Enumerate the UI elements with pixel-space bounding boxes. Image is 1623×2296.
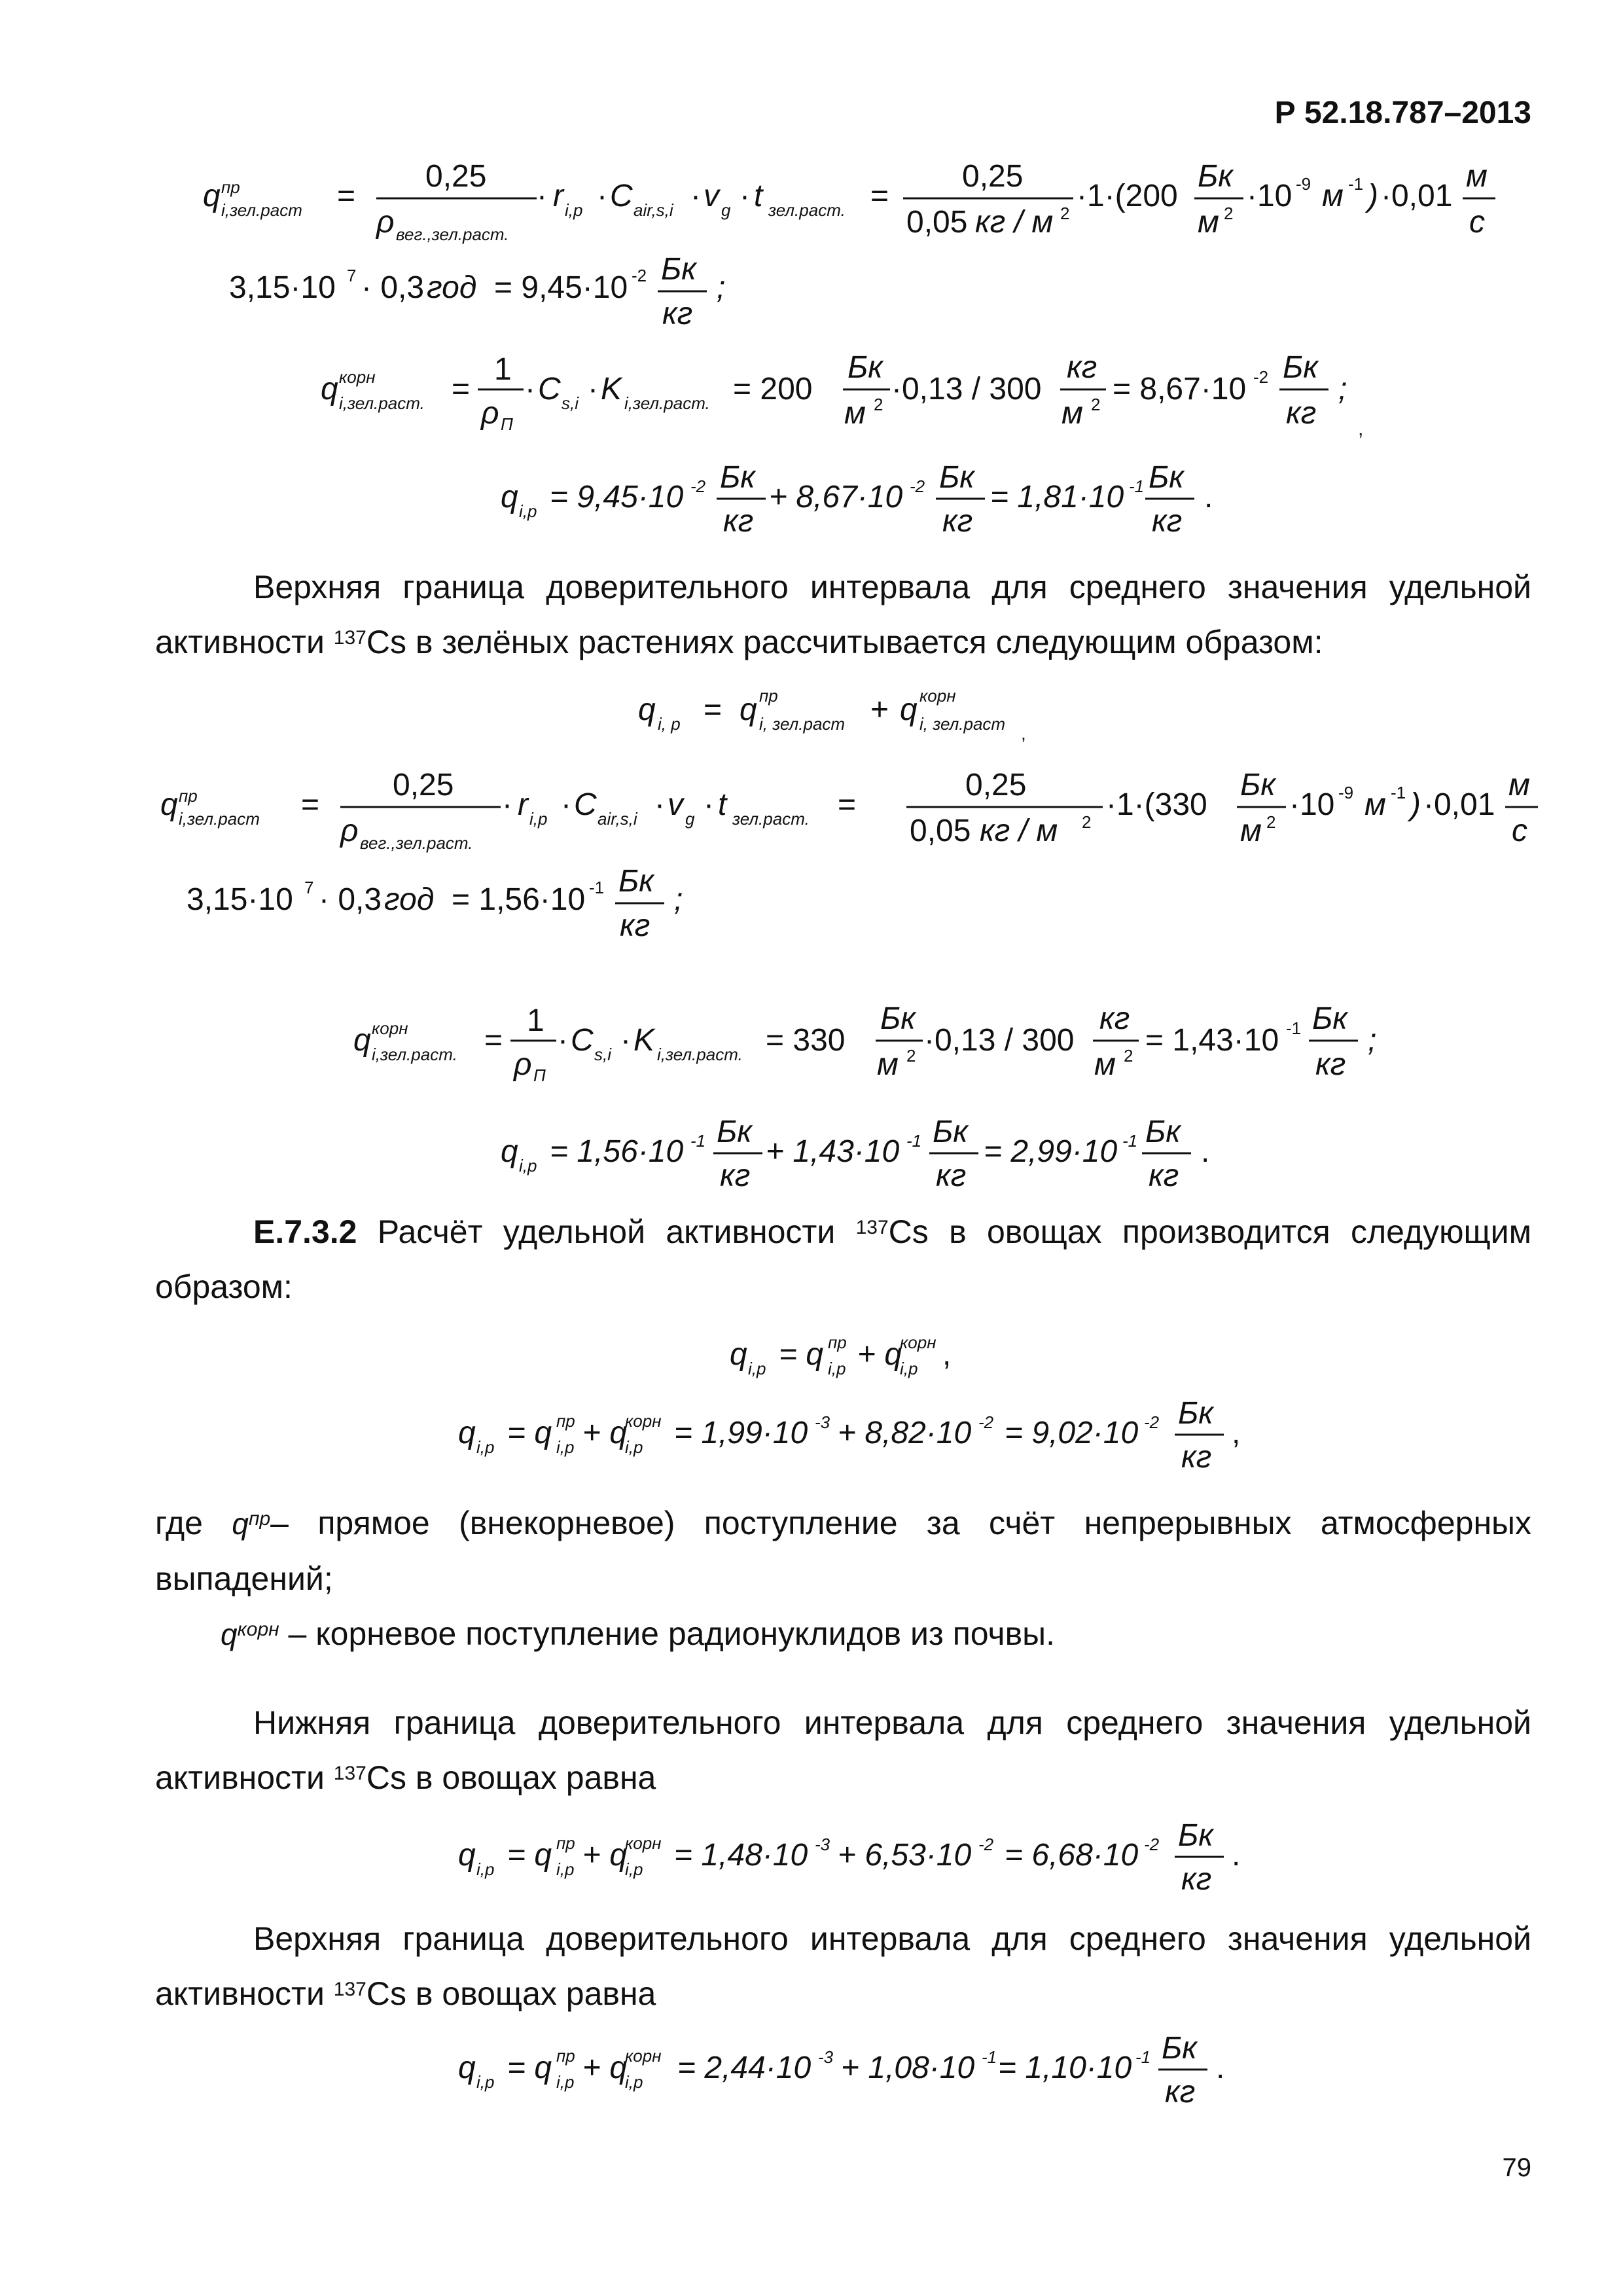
paragraph-text: образом: [155,1268,293,1305]
svg-text:i,p: i,p [828,1359,846,1378]
svg-text:+ 1,08·10: + 1,08·10 [841,2051,975,2085]
svg-text:7: 7 [304,878,314,897]
svg-text:i,зел.раст.: i,зел.раст. [372,1045,457,1064]
svg-text:= 2,99·10: = 2,99·10 [984,1134,1118,1169]
svg-text:i,p: i,p [625,1859,643,1879]
svg-text:q: q [501,480,518,514]
svg-text:+ 1,43·10: + 1,43·10 [766,1134,900,1169]
svg-text:= 1,43·10: = 1,43·10 [1145,1023,1279,1058]
svg-text:= q: = q [507,2051,552,2085]
svg-text:м: м [1198,205,1219,240]
svg-text:g: g [685,809,695,829]
svg-text:i, зел.раст: i, зел.раст [759,714,846,734]
svg-text:i,p: i,p [476,1859,495,1879]
svg-text:вег.,зел.раст.: вег.,зел.раст. [360,833,473,853]
svg-text:ρ: ρ [514,1047,532,1082]
svg-text:-1: -1 [1135,2047,1151,2067]
equation-root-intake-green [314,350,1427,442]
svg-text:i,p: i,p [529,809,548,829]
svg-text:q: q [638,692,656,727]
equation-direct-intake-green-result [223,252,812,344]
svg-text:кг: кг [723,504,754,539]
svg-text:-2: -2 [690,476,706,496]
svg-text:·: · [740,179,750,213]
svg-text:·: · [588,372,598,406]
svg-text:i,p: i,p [565,200,583,220]
equation-vegetables-mean [452,1394,1302,1486]
svg-text:v: v [668,787,683,822]
svg-text:м: м [1466,159,1488,194]
svg-text:i,зел.раст.: i,зел.раст. [339,393,425,413]
svg-text:= 6,68·10: = 6,68·10 [1005,1838,1139,1873]
svg-text:+ q: + q [857,1337,902,1372]
svg-text:=: = [452,372,471,406]
svg-text:-1: -1 [982,2047,997,2067]
svg-text:пр: пр [556,1411,575,1431]
svg-text:-3: -3 [815,1835,830,1854]
svg-text:ρ: ρ [481,396,499,431]
svg-text:C: C [538,372,561,406]
svg-text:3,15·10: 3,15·10 [187,882,293,917]
paragraph-text: выпадений; [155,1560,333,1597]
svg-text:·0,13 / 300: ·0,13 / 300 [924,1023,1075,1058]
svg-text:-2: -2 [1253,367,1269,387]
svg-text:=: = [704,692,722,727]
svg-text:q: q [353,1023,371,1058]
svg-text:1: 1 [527,1003,544,1038]
svg-text:-2: -2 [1144,1412,1160,1432]
svg-text:кг: кг [1181,1440,1212,1475]
svg-text:корн: корн [625,1833,662,1853]
page-number: 79 [1502,2153,1531,2182]
svg-text:корн: корн [625,2046,662,2066]
svg-text:кг: кг [720,1158,751,1193]
paragraph-text: – прямое (внекорневое) поступление за счёт непрерывных атмосферных [270,1505,1531,1541]
svg-text:пр: пр [179,786,198,806]
svg-text:i,p: i,p [900,1359,918,1378]
svg-text:·0,13 / 300: ·0,13 / 300 [891,372,1042,406]
svg-text:·: · [561,787,571,822]
paragraph-lower-bound-vegetables [155,1695,1531,1805]
equation-vegetables-lower [452,1816,1302,1908]
svg-text:-2: -2 [978,1835,994,1854]
svg-text:-1: -1 [589,878,605,897]
svg-text:= 1,99·10: = 1,99·10 [674,1416,808,1450]
svg-text:i,p: i,p [625,1437,643,1457]
svg-text:пр: пр [556,2046,575,2066]
svg-text:= 1,81·10: = 1,81·10 [990,480,1124,514]
svg-text:кг: кг [1067,350,1097,385]
svg-text:кг: кг [942,504,973,539]
svg-text:;: ; [1368,1023,1377,1058]
svg-text:Бк: Бк [933,1115,968,1149]
svg-text:м: м [1240,814,1262,848]
svg-text:i,p: i,p [625,2072,643,2092]
svg-text:-2: -2 [910,476,925,496]
svg-text:ρ: ρ [376,205,395,240]
svg-text:зел.раст.: зел.раст. [732,809,810,829]
svg-text:= 8,67·10: = 8,67·10 [1113,372,1247,406]
svg-text:0,25: 0,25 [965,768,1027,802]
svg-text:2: 2 [1124,1046,1133,1066]
svg-text:v: v [704,179,719,213]
svg-text:·1·(200: ·1·(200 [1077,179,1178,213]
svg-text:·: · [537,179,547,213]
svg-text:м: м [877,1047,899,1082]
svg-text:кг: кг [620,908,651,943]
svg-text:+ 8,67·10: + 8,67·10 [769,480,903,514]
svg-text:·1·(330: ·1·(330 [1106,787,1207,822]
svg-text:пр: пр [759,686,778,706]
document-number: Р 52.18.787–2013 [1274,96,1531,130]
svg-text:Бк: Бк [1198,159,1233,194]
svg-text:= 2,44·10: = 2,44·10 [677,2051,812,2085]
svg-text:пр: пр [828,1333,847,1352]
section-e732 [155,1204,1531,1314]
svg-text:кг: кг [1152,504,1183,539]
svg-text:q: q [458,1416,476,1450]
svg-text:кг / м: кг / м [980,814,1058,848]
svg-text:-2: -2 [632,266,647,285]
svg-text:.: . [1216,2051,1225,2085]
svg-text:,: , [1358,418,1364,440]
svg-text:0,25: 0,25 [962,159,1024,194]
svg-text:= 1,56·10: = 1,56·10 [452,882,586,917]
svg-text:-1: -1 [1129,476,1145,496]
svg-text:;: ; [717,270,726,305]
svg-text:·: · [620,1023,631,1058]
svg-text:-3: -3 [818,2047,834,2067]
svg-text:Бк: Бк [1149,460,1184,495]
svg-text:год: год [384,882,435,917]
svg-text:=: = [484,1023,503,1058]
svg-text:кг / м: кг / м [975,205,1054,240]
svg-text:Бк: Бк [661,252,696,287]
svg-text:K: K [633,1023,655,1058]
svg-text:корн: корн [625,1411,662,1431]
svg-text:корн: корн [919,686,956,706]
equation-vegetables-upper [452,2029,1302,2121]
svg-text:Бк: Бк [1145,1115,1181,1149]
svg-text:м: м [1508,768,1530,802]
svg-text:air,s,i: air,s,i [633,200,673,220]
svg-text:air,s,i: air,s,i [597,809,637,829]
svg-text:3,15·10: 3,15·10 [229,270,336,305]
svg-text:кг: кг [662,296,693,331]
svg-text:i,зел.раст.: i,зел.раст. [657,1045,743,1064]
svg-text:2: 2 [1060,204,1070,223]
svg-text:= 9,45·10: = 9,45·10 [494,270,628,305]
svg-text:C: C [571,1023,594,1058]
svg-text:кг: кг [1181,1862,1212,1897]
paragraph-text: Нижняя граница доверительного интервала для среднего значения удельной [253,1704,1531,1741]
svg-text:q: q [740,692,757,727]
svg-text:=: = [838,787,857,822]
svg-text:.: . [1232,1838,1241,1873]
svg-text:= 1,56·10: = 1,56·10 [550,1134,684,1169]
svg-text:=: = [301,787,320,822]
svg-text:·10: ·10 [1289,787,1335,822]
svg-text:q: q [730,1337,747,1372]
svg-text:s,i: s,i [594,1045,611,1064]
svg-text:q: q [458,2051,476,2085]
svg-text:+ 8,82·10: + 8,82·10 [838,1416,972,1450]
svg-text:Бк: Бк [880,1001,916,1036]
svg-text:i,зел.раст.: i,зел.раст. [624,393,710,413]
svg-text:.: . [1204,480,1213,514]
svg-text:·: · [558,1023,568,1058]
svg-text:=: = [337,179,356,213]
svg-text:= 1,48·10: = 1,48·10 [674,1838,808,1873]
svg-text:.: . [1201,1134,1210,1169]
svg-text:r: r [518,787,528,822]
svg-text:ρ: ρ [340,814,359,848]
svg-text:i,p: i,p [556,2072,575,2092]
svg-text:=: = [870,179,889,213]
section-number: Е.7.3.2 [253,1213,357,1250]
svg-text:;: ; [1338,372,1347,406]
svg-text:м: м [1094,1047,1116,1082]
svg-text:i,p: i,p [556,1437,575,1457]
svg-text:s,i: s,i [562,393,579,413]
svg-text:Бк: Бк [1162,2031,1197,2066]
paragraph-text: Cs в зелёных растениях рассчитывается следующим образом: [366,624,1323,660]
svg-text:зел.раст.: зел.раст. [768,200,846,220]
svg-text:корн: корн [372,1018,408,1038]
svg-text:+ 6,53·10: + 6,53·10 [838,1838,972,1873]
svg-text:Бк: Бк [1178,1818,1213,1853]
paragraph-text: активности [155,1975,325,2012]
paragraph-text: Cs в овощах производится следующим [888,1213,1531,1250]
paragraph-text: Верхняя граница доверительного интервала для среднего значения удельной [253,569,1531,605]
svg-text:q: q [321,372,338,406]
svg-text:-3: -3 [815,1412,830,1432]
svg-text:2: 2 [1224,204,1234,223]
svg-text:·: · [597,179,607,213]
svg-text:,: , [1021,723,1026,744]
paragraph-text: – корневое поступление радионуклидов из почвы. [288,1615,1055,1652]
svg-text:;: ; [674,882,683,917]
svg-text:·: · [704,787,714,822]
svg-text:П: П [501,414,513,434]
svg-text:кг: кг [1286,396,1317,431]
svg-text:вег.,зел.раст.: вег.,зел.раст. [396,224,509,244]
svg-text:·0,01: ·0,01 [1423,787,1495,822]
svg-text:): ) [1410,787,1421,822]
svg-text:i,зел.раст: i,зел.раст [179,809,260,829]
svg-text:пр: пр [221,177,240,197]
svg-text:-1: -1 [1348,174,1364,194]
svg-text:i,p: i,p [476,1437,495,1457]
svg-text:м: м [1364,787,1386,822]
svg-text:с: с [1512,814,1527,848]
svg-text:q: q [160,787,178,822]
svg-text:Бк: Бк [1240,768,1275,802]
paragraph-text: Cs в овощах равна [366,1975,656,2012]
svg-text:q: q [900,692,918,727]
paragraph-text: где [155,1505,203,1541]
svg-text:i,p: i,p [519,1156,537,1175]
svg-text:q: q [203,179,221,213]
svg-text:·: · [525,372,535,406]
paragraph-text: Расчёт удельной активности [377,1213,836,1250]
svg-text:корн: корн [900,1333,936,1352]
svg-text:Бк: Бк [1312,1001,1347,1036]
svg-text:· 0,3: · 0,3 [361,270,425,305]
svg-text:C: C [574,787,597,822]
svg-text:= 9,02·10: = 9,02·10 [1005,1416,1139,1450]
svg-text:кг: кг [1099,1001,1130,1036]
paragraph-text: активности [155,1759,325,1796]
svg-text:K: K [601,372,622,406]
svg-text:2: 2 [874,395,883,414]
svg-text:П: П [533,1066,546,1085]
svg-text:с: с [1469,205,1485,240]
svg-text:+ q: + q [582,1838,628,1873]
svg-text:i,p: i,p [519,501,537,521]
equation-sum-green [632,674,1090,753]
svg-text:): ) [1368,179,1378,213]
svg-text:-1: -1 [690,1131,706,1151]
equation-direct-intake-green-upper-result [180,864,769,956]
svg-text:-1: -1 [906,1131,922,1151]
svg-text:q: q [501,1134,518,1169]
svg-text:2: 2 [1082,812,1092,832]
svg-text:7: 7 [347,266,357,285]
svg-text:Бк: Бк [717,1115,752,1149]
svg-text:0,05: 0,05 [906,205,968,240]
svg-text:i,p: i,p [748,1359,766,1378]
where-definitions: где $q^{пр}-$ прямое (внекорневое) поступление за счёт непрерывных атмосферных выпадений; $q^{корн}$ – корневое поступление радионуклидов из почвы. [155,1505,1531,1652]
svg-text:= 200: = 200 [733,372,813,406]
isotope-mass-number: 137 [333,627,366,649]
svg-text:Бк: Бк [720,460,755,495]
equation-sum-vegetables [723,1319,1050,1391]
svg-text:-1: -1 [1122,1131,1138,1151]
equation-root-intake-green-upper [347,1001,1427,1093]
svg-text:м: м [844,396,866,431]
svg-text:i,p: i,p [476,2072,495,2092]
svg-text:-1: -1 [1391,783,1406,802]
equation-total-green-lower [494,458,1279,550]
svg-text:Бк: Бк [1283,350,1318,385]
isotope-mass-number: 137 [855,1217,889,1238]
paragraph-upper-bound-vegetables [155,1911,1531,2021]
svg-text:кг: кг [1315,1047,1346,1082]
svg-text:= 330: = 330 [766,1023,846,1058]
svg-text:2: 2 [1091,395,1101,414]
svg-text:g: g [721,200,731,220]
svg-text:C: C [610,179,633,213]
svg-text:Бк: Бк [1178,1396,1213,1431]
svg-text:корн: корн [339,367,376,387]
svg-text:-2: -2 [978,1412,994,1432]
paragraph-upper-bound-green [155,560,1531,670]
svg-text:м: м [1061,396,1083,431]
svg-text:i, p: i, p [658,714,681,734]
svg-text:-9: -9 [1296,174,1311,194]
svg-text:0,25: 0,25 [393,768,454,802]
svg-text:м: м [1322,179,1344,213]
svg-text:кг: кг [1149,1158,1179,1193]
svg-text:·: · [502,787,512,822]
svg-text:-2: -2 [1144,1835,1160,1854]
svg-text:+ q: + q [582,2051,628,2085]
svg-text:= q: = q [779,1337,824,1372]
svg-text:-1: -1 [1286,1018,1302,1038]
svg-text:r: r [553,179,563,213]
svg-text:= q: = q [507,1416,552,1450]
paragraph-text: Верхняя граница доверительного интервала для среднего значения удельной [253,1920,1531,1957]
svg-text:·0,01: ·0,01 [1381,179,1453,213]
svg-text:t: t [754,179,763,213]
isotope-mass-number: 137 [333,1763,366,1784]
svg-text:i, зел.раст: i, зел.раст [919,714,1006,734]
svg-text:+: + [870,692,889,727]
svg-text:,: , [942,1337,952,1372]
svg-text:Бк: Бк [847,350,883,385]
svg-text:·: · [690,179,701,213]
svg-text:пр: пр [556,1833,575,1853]
isotope-mass-number: 137 [333,1979,366,2000]
svg-text:1: 1 [494,352,512,387]
svg-text:,: , [1232,1416,1241,1450]
svg-text:· 0,3: · 0,3 [319,882,382,917]
svg-text:·10: ·10 [1247,179,1293,213]
svg-text:год: год [427,270,477,305]
svg-text:2: 2 [906,1046,916,1066]
equation-total-green-upper [494,1113,1279,1204]
svg-text:Бк: Бк [939,460,974,495]
svg-text:= 1,10·10: = 1,10·10 [998,2051,1132,2085]
svg-text:= 9,45·10: = 9,45·10 [550,480,684,514]
svg-text:i,p: i,p [556,1859,575,1879]
svg-text:-9: -9 [1338,783,1354,802]
paragraph-text: Cs в овощах равна [366,1759,656,1796]
svg-text:0,05: 0,05 [910,814,971,848]
svg-text:Бк: Бк [618,864,654,899]
svg-text:·: · [654,787,665,822]
paragraph-text: активности [155,624,325,660]
svg-text:+ q: + q [582,1416,628,1450]
svg-text:t: t [718,787,727,822]
svg-text:q: q [458,1838,476,1873]
svg-text:0,25: 0,25 [425,159,487,194]
svg-text:i,зел.раст: i,зел.раст [221,200,302,220]
svg-text:2: 2 [1266,812,1276,832]
svg-text:= q: = q [507,1838,552,1873]
svg-text:кг: кг [1165,2075,1196,2109]
svg-text:кг: кг [936,1158,967,1193]
